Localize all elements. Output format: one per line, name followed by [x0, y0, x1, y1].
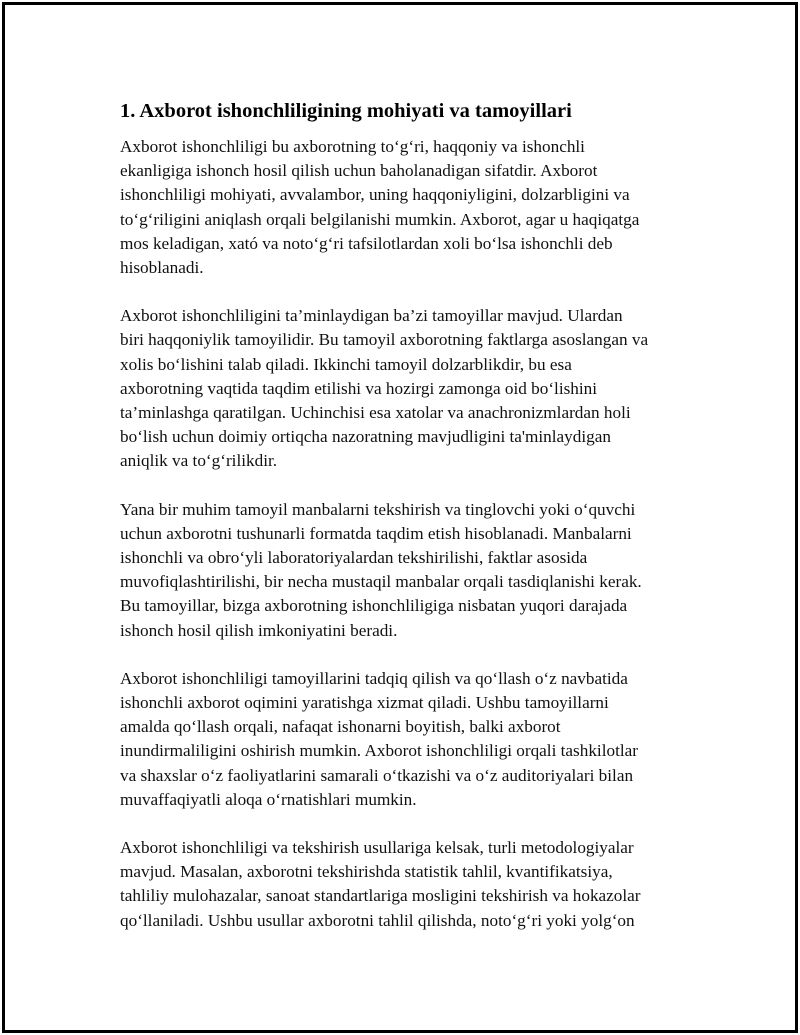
paragraph-2 — [120, 304, 690, 473]
text-line: ta’minlashga qaratilgan. Uchinchisi esa xatolar va anachronizmlardan holi — [120, 403, 631, 423]
document-body — [120, 97, 690, 957]
paragraph-4 — [120, 667, 690, 812]
text-line: ishonchliligi mohiyati, avvalambor, uning haqqoniyligini, dolzarbligini va — [120, 185, 630, 205]
text-line: uchun axborotni tushunarli formatda taqdim etish hisoblanadi. Manbalarni — [120, 523, 632, 543]
text-line: Axborot ishonchliligi va tekshirish usullariga kelsak, turli metodologiyalar — [120, 838, 634, 858]
text-line: amalda qo‘llash orqali, nafaqat ishonarni boyitish, balki axborot — [120, 717, 561, 737]
text-line: ishonchli axborot oqimini yaratishga xizmat qiladi. Ushbu tamoyillarni — [120, 693, 609, 713]
text-line: Axborot ishonchliligi tamoyillarini tadqiq qilish va qo‘llash o‘z navbatida — [120, 668, 628, 688]
text-line: Axborot ishonchliligini ta’minlaydigan ba’zi tamoyillar mavjud. Ulardan — [120, 306, 623, 326]
paragraph-3 — [120, 498, 690, 643]
paragraph-5 — [120, 836, 690, 933]
text-line: xolis bo‘lishini talab qiladi. Ikkinchi tamoyil dolzarblikdir, bu esa — [120, 354, 572, 374]
text-line: inundirmaliligini oshirish mumkin. Axborot ishonchliligi orqali tashkilotlar — [120, 741, 638, 761]
text-line: to‘g‘riligini aniqlash orqali belgilanishi mumkin. Axborot, agar u haqiqatga — [120, 209, 640, 229]
text-line: ishonch hosil qilish imkoniyatini beradi. — [120, 620, 398, 640]
text-line: va shaxslar o‘z faoliyatlarini samarali o‘tkazishi va o‘z auditoriyalari bilan — [120, 765, 634, 785]
text-line: Yana bir muhim tamoyil manbalarni tekshirish va tinglovchi yoki o‘quvchi — [120, 499, 636, 519]
text-line: qo‘llaniladi. Ushbu usullar axborotni tahlil qilishda, noto‘g‘ri yoki yolg‘on — [120, 910, 635, 930]
text-line: ekanligiga ishonch hosil qilish uchun baholanadigan sifatdir. Axborot — [120, 161, 598, 181]
text-line: hisoblanadi. — [120, 258, 204, 278]
text-line: muvaffaqiyatli aloqa o‘rnatishlari mumkin. — [120, 789, 417, 809]
text-line: mavjud. Masalan, axborotni tekshirishda statistik tahlil, kvantifikatsiya, — [120, 862, 613, 882]
text-line: tahliliy mulohazalar, sanoat standartlariga mosligini tekshirish va hokazolar — [120, 886, 641, 906]
text-line: aniqlik va to‘g‘rilikdir. — [120, 451, 278, 471]
text-line: ishonchli va obro‘yli laboratoriyalardan tekshirilishi, faktlar asosida — [120, 548, 588, 568]
text-line: biri haqqoniylik tamoyilidir. Bu tamoyil axborotning faktlarga asoslangan va — [120, 330, 649, 350]
section-heading: 1. Axborot ishonchliligining mohiyati va tamoyillari — [120, 100, 572, 122]
text-line: mos keladigan, xató va noto‘g‘ri tafsilotlardan xoli bo‘lsa ishonchli deb — [120, 233, 613, 253]
document-page — [2, 2, 798, 1033]
text-line: muvofiqlashtirilishi, bir necha mustaqil manbalar orqali tasdiqlanishi kerak. — [120, 572, 642, 592]
paragraph-1 — [120, 135, 690, 280]
text-line: axborotning vaqtida taqdim etilishi va hozirgi zamonga oid bo‘lishini — [120, 378, 598, 398]
text-line: Bu tamoyillar, bizga axborotning ishonchliligiga nisbatan yuqori darajada — [120, 596, 628, 616]
text-line: Axborot ishonchliligi bu axborotning to‘g‘ri, haqqoniy va ishonchli — [120, 137, 585, 156]
text-line: bo‘lish uchun doimiy ortiqcha nazoratning mavjudligini ta'minlaydigan — [120, 427, 611, 447]
